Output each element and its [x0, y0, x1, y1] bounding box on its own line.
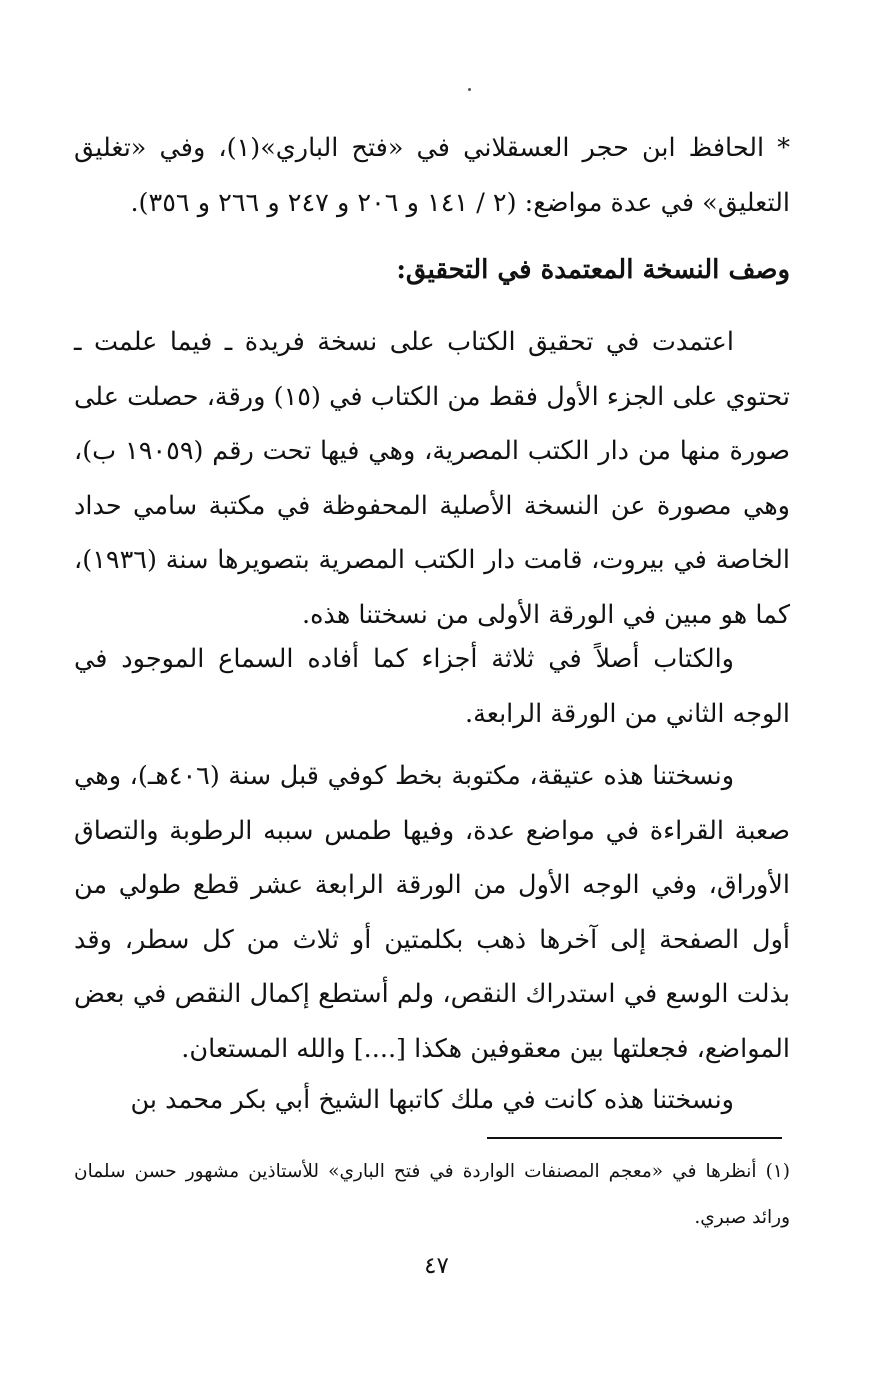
- footnote: (١) أنظرها في «معجم المصنفات الواردة في فتح الباري» للأستاذين مشهور حسن سلمان ورائد صبري.: [74, 1161, 790, 1228]
- section-heading: وصف النسخة المعتمدة في التحقيق:: [396, 255, 790, 285]
- intro-paragraph: * الحافظ ابن حجر العسقلاني في «فتح الباري»(١)، وفي «تغليق التعليق» في عدة مواضع: (٢ / ١٤١ و ٢٠٦ و ٢٤٧ و ٢٦٦ و ٣٥٦).: [74, 133, 790, 218]
- paragraph-manuscript-condition: [74, 749, 790, 1076]
- page-number: ٤٧: [424, 1253, 449, 1279]
- footnote-separator: [487, 1137, 782, 1139]
- paragraph-text: ونسختنا هذه كانت في ملك كاتبها الشيخ أبي بكر محمد بن: [130, 1085, 734, 1115]
- paragraph-text: والكتاب أصلاً في ثلاثة أجزاء كما أفاده السماع الموجود في الوجه الثاني من الورقة الرابعة.: [74, 644, 790, 729]
- page-speck: [468, 88, 471, 91]
- paragraph-ownership: [74, 1073, 790, 1128]
- paragraph-book-parts: [74, 632, 790, 741]
- paragraph-text: ونسختنا هذه عتيقة، مكتوبة بخط كوفي قبل سنة (٤٠٦هـ)، وهي صعبة القراءة في مواضع عدة، وفيها طمس سببه الرطوبة والتصاق الأوراق، وفي الوجه الأول من الورقة الرابعة عشر قطع طولي من أول الصفحة إلى آخرها ذهب بكلمتين أو ثلاث من كل سطر، وقد بذلت الوسع في استدراك النقص، ولم أستطع إكمال النقص في بعض المواضع، فجعلتها بين معقوفين هكذا [....] والله المستعان.: [74, 761, 790, 1064]
- paragraph-manuscript-description: [74, 315, 790, 642]
- paragraph-text: اعتمدت في تحقيق الكتاب على نسخة فريدة ـ فيما علمت ـ تحتوي على الجزء الأول فقط من الكتاب في (١٥) ورقة، حصلت على صورة منها من دار الكتب المصرية، وهي فيها تحت رقم (١٩٠٥٩ ب)، وهي مصورة عن النسخة الأصلية المحفوظة في مكتبة سامي حداد الخاصة في بيروت، قامت دار الكتب المصرية بتصويرها سنة (١٩٣٦)، كما هو مبين في الورقة الأولى من نسختنا هذه.: [74, 327, 790, 630]
